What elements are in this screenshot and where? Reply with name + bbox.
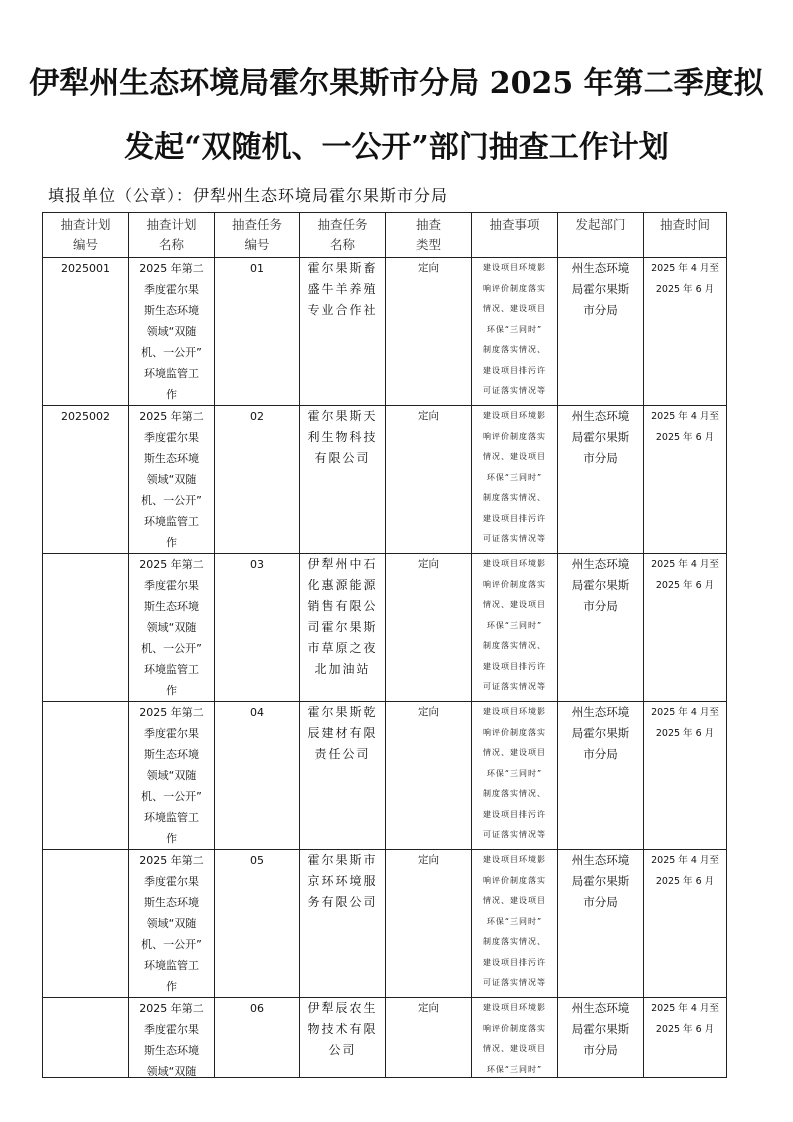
cell-task-no: 05 [215, 850, 300, 998]
cell-plan-no [43, 850, 129, 998]
cell-plan-name: 2025 年第二 季度霍尔果 斯生态环境 领域“双随 机、一公开” 环境监管工 作 [129, 850, 215, 998]
header-plan-name: 抽查计划 名称 [129, 213, 215, 258]
cell-check-items: 建设项目环境影 响评价制度落实 情况、建设项目 环保“三同时” 制度落实情况、 建设项目排污许 可证落实情况等 [472, 702, 558, 850]
cell-plan-name: 2025 年第二 季度霍尔果 斯生态环境 领域“双随 机、一公开” 环境监管工 作 [129, 702, 215, 850]
table-row [43, 850, 727, 998]
cell-task-name: 霍尔果斯天 利生物科技 有限公司 [300, 406, 386, 554]
cell-check-type: 定向 [386, 258, 472, 406]
cell-plan-name: 2025 年第二 季度霍尔果 斯生态环境 领域“双随 机、一公开” 环境监管工 作 [129, 554, 215, 702]
cell-time: 2025 年 4 月至 2025 年 6 月 [644, 850, 727, 998]
cell-plan-no [43, 554, 129, 702]
cell-plan-no [43, 998, 129, 1078]
cell-check-items: 建设项目环境影 响评价制度落实 情况、建设项目 环保“三同时” 制度落实情况、 建设项目排污许 可证落实情况等 [472, 406, 558, 554]
cell-plan-no [43, 702, 129, 850]
cell-task-name: 霍尔果斯市 京环环境服 务有限公司 [300, 850, 386, 998]
table-row [43, 406, 727, 554]
cell-plan-name: 2025 年第二 季度霍尔果 斯生态环境 领域“双随 机、一公开” 环境监管工 作 [129, 406, 215, 554]
cell-time: 2025 年 4 月至 2025 年 6 月 [644, 406, 727, 554]
header-task-no: 抽查任务 编号 [215, 213, 300, 258]
header-check-type: 抽查 类型 [386, 213, 472, 258]
cell-plan-no: 2025002 [43, 406, 129, 554]
cell-dept: 州生态环境 局霍尔果斯 市分局 [558, 554, 644, 702]
cell-task-no: 06 [215, 998, 300, 1078]
cell-check-items: 建设项目环境影 响评价制度落实 情况、建设项目 环保“三同时” 制度落实情况、 建设项目排污许 可证落实情况等 [472, 554, 558, 702]
table-row [43, 702, 727, 850]
cell-task-name: 伊犁辰农生 物技术有限 公司 [300, 998, 386, 1078]
table-row [43, 998, 727, 1078]
header-task-name: 抽查任务 名称 [300, 213, 386, 258]
cell-task-name: 伊犁州中石 化惠源能源 销售有限公 司霍尔果斯 市草原之夜 北加油站 [300, 554, 386, 702]
document-title-line-2: 发起“双随机、一公开”部门抽查工作计划 [124, 130, 669, 165]
cell-dept: 州生态环境 局霍尔果斯 市分局 [558, 258, 644, 406]
cell-time: 2025 年 4 月至 2025 年 6 月 [644, 702, 727, 850]
cell-task-name: 霍尔果斯乾 辰建材有限 责任公司 [300, 702, 386, 850]
cell-dept: 州生态环境 局霍尔果斯 市分局 [558, 702, 644, 850]
document-title-line-1: 伊犁州生态环境局霍尔果斯市分局 2025 年第二季度拟 [29, 66, 764, 101]
cell-check-items: 建设项目环境影 响评价制度落实 情况、建设项目 环保“三同时” [472, 998, 558, 1078]
cell-task-name: 霍尔果斯畜 盛牛羊养殖 专业合作社 [300, 258, 386, 406]
cell-dept: 州生态环境 局霍尔果斯 市分局 [558, 406, 644, 554]
cell-plan-name: 2025 年第二 季度霍尔果 斯生态环境 领域“双随 机、一公开” 环境监管工 作 [129, 258, 215, 406]
header-time: 抽查时间 [644, 213, 727, 258]
header-dept: 发起部门 [558, 213, 644, 258]
cell-check-type: 定向 [386, 554, 472, 702]
cell-check-type: 定向 [386, 850, 472, 998]
cell-task-no: 02 [215, 406, 300, 554]
cell-task-no: 04 [215, 702, 300, 850]
cell-plan-no: 2025001 [43, 258, 129, 406]
cell-task-no: 03 [215, 554, 300, 702]
cell-check-items: 建设项目环境影 响评价制度落实 情况、建设项目 环保“三同时” 制度落实情况、 建设项目排污许 可证落实情况等 [472, 258, 558, 406]
cell-check-items: 建设项目环境影 响评价制度落实 情况、建设项目 环保“三同时” 制度落实情况、 建设项目排污许 可证落实情况等 [472, 850, 558, 998]
header-check-items: 抽查事项 [472, 213, 558, 258]
table-row [43, 554, 727, 702]
table-row [43, 258, 727, 406]
cell-check-type: 定向 [386, 702, 472, 850]
inspection-plan-table [42, 212, 727, 1078]
table-header-row [43, 213, 727, 258]
header-plan-no: 抽查计划 编号 [43, 213, 129, 258]
cell-check-type: 定向 [386, 406, 472, 554]
cell-time: 2025 年 4 月至 2025 年 6 月 [644, 554, 727, 702]
cell-task-no: 01 [215, 258, 300, 406]
cell-dept: 州生态环境 局霍尔果斯 市分局 [558, 998, 644, 1078]
cell-plan-name: 2025 年第二 季度霍尔果 斯生态环境 领域“双随 [129, 998, 215, 1078]
cell-check-type: 定向 [386, 998, 472, 1078]
fill-unit-label: 填报单位（公章）：伊犁州生态环境局霍尔果斯市分局 [48, 186, 449, 205]
cell-dept: 州生态环境 局霍尔果斯 市分局 [558, 850, 644, 998]
cell-time: 2025 年 4 月至 2025 年 6 月 [644, 998, 727, 1078]
cell-time: 2025 年 4 月至 2025 年 6 月 [644, 258, 727, 406]
